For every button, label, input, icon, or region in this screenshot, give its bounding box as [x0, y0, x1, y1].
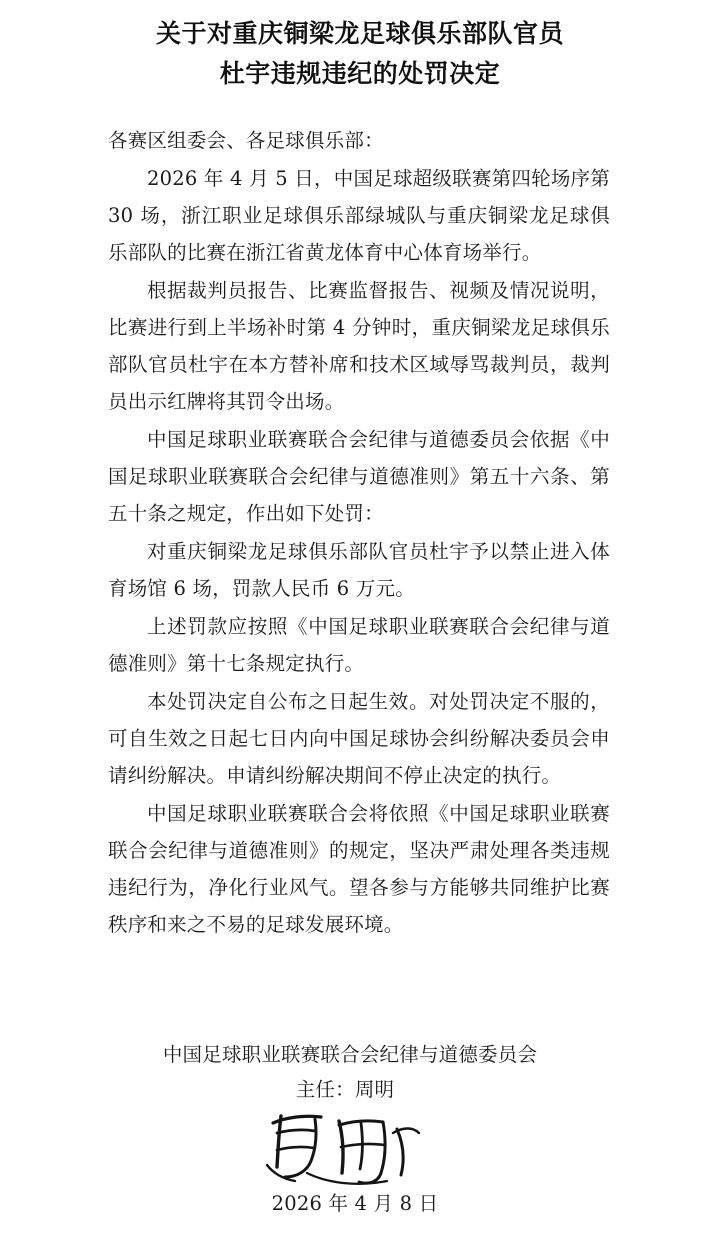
paragraph-3: 中国足球职业联赛联合会纪律与道德委员会依据《中国足球职业联赛联合会纪律与道德准则》第五十六条、第五十条之规定，作出如下处罚：	[108, 428, 610, 525]
paragraph-6: 本处罚决定自公布之日起生效。对处罚决定不服的，可自生效之日起七日内向中国足球协会纠纷解决委员会申请纠纷解决。申请纠纷解决期间不停止决定的执行。	[108, 690, 610, 787]
signature-block	[0, 1039, 720, 1237]
document-body	[108, 122, 610, 943]
signing-director: 主任：周明	[295, 1078, 395, 1101]
paragraph-7: 中国足球职业联赛联合会将依照《中国足球职业联赛联合会纪律与道德准则》的规定，坚决严肃处理各类违规违纪行为，净化行业风气。望各参与方能够共同维护比赛秩序和来之不易的足球发展环境。	[108, 802, 610, 936]
paragraph-5: 上述罚款应按照《中国足球职业联赛联合会纪律与道德准则》第十七条规定执行。	[108, 615, 610, 675]
paragraph-4: 对重庆铜梁龙足球俱乐部队官员杜宇予以禁止进入体育场馆 6 场，罚款人民币 6 万元。	[108, 540, 610, 600]
page-title-line-2: 杜宇违规违纪的处罚决定	[219, 59, 501, 88]
paragraph-2: 根据裁判员报告、比赛监督报告、视频及情况说明，比赛进行到上半场补时第 4 分钟时，重庆铜梁龙足球俱乐部队官员杜宇在本方替补席和技术区域辱骂裁判员，裁判员出示红牌将其罚令出场。	[108, 279, 610, 413]
signature-icon	[247, 1103, 437, 1189]
signing-organization: 中国足球职业联赛联合会纪律与道德委员会	[162, 1043, 538, 1066]
paragraph-1: 2026 年 4 月 5 日，中国足球超级联赛第四轮场序第 30 场，浙江职业足球俱乐部绿城队与重庆铜梁龙足球俱乐部队的比赛在浙江省黄龙体育中心体育场举行。	[108, 167, 610, 264]
signature-date: 2026 年 4 月 8 日	[271, 1192, 439, 1215]
salutation: 各赛区组委会、各足球俱乐部：	[108, 129, 384, 152]
page-title-line-1: 关于对重庆铜梁龙足球俱乐部队官员	[155, 19, 564, 48]
page-title	[0, 0, 720, 94]
handwritten-signature	[0, 1109, 720, 1187]
